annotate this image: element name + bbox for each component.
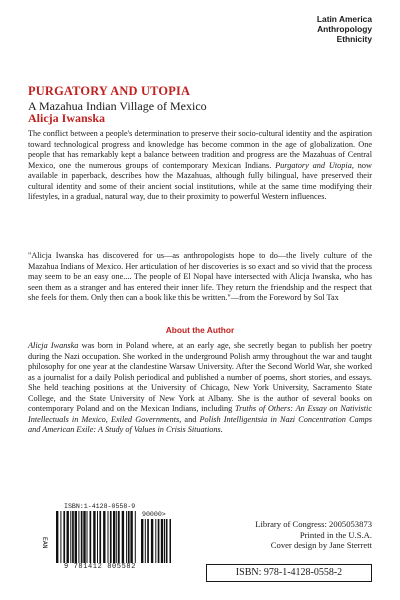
printed-in: Printed in the U.S.A. bbox=[299, 529, 372, 540]
barcode-image bbox=[56, 511, 136, 563]
isbn-13-box: ISBN: 978-1-4128-0558-2 bbox=[206, 564, 372, 582]
about-book-2: Polish Intelligentsia in Nazi Concentration Camps and American Exile: A Study of Values in Crisis Situations. bbox=[28, 414, 372, 434]
cover-design-credit: Cover design by Jane Sterrett bbox=[270, 540, 372, 550]
book-subtitle: A Mazahua Indian Village of Mexico bbox=[28, 99, 207, 113]
about-book-1: Truths of Others: An Essay on Nativistic Intellectuals in Mexico, Exiled Governments, bbox=[28, 404, 372, 424]
foreword-quote: "Alicja Iwanska has discovered for us—as anthropologists hope to do—the lively culture of the Mazahua Indians of Mexico. Her articulation of her discoveries is so exact and so vivid that the process may seem to be an easy one.... The people of El Nopal have intersected with Alicja Iwanska, who has seen them as a stranger and has entered their inner life. They return the friendship and the respect that she feels for them. Only then can a book like this be written."—from the Foreword by Sol Tax bbox=[28, 251, 372, 302]
about-author-paragraph bbox=[28, 341, 372, 436]
book-title: PURGATORY AND UTOPIA bbox=[28, 84, 191, 98]
library-of-congress: Library of Congress: 2005053873 bbox=[255, 519, 372, 529]
about-text-2: and bbox=[181, 414, 200, 424]
description-book-title: Purgatory and Utopia bbox=[275, 160, 352, 170]
price-barcode-image bbox=[141, 519, 171, 563]
barcode-isbn-label: ISBN:1-4128-0558-9 bbox=[64, 503, 136, 510]
barcode-digits: 9 781412 805582 bbox=[64, 563, 137, 571]
subject-latin-america: Latin America bbox=[316, 14, 372, 24]
description-paragraph bbox=[28, 129, 372, 203]
description-text-2: , now available in paperback, describes how the Mazahuas, although fully bilingual, have preserved their cultural identity and some of their ancient social institutions, while at the same time modifying their lifestyles, in a gradual, natural way, due to their proximity to powerful Western influences. bbox=[28, 160, 372, 201]
subject-anthropology: Anthropology bbox=[317, 24, 372, 34]
barcode-area bbox=[28, 503, 186, 575]
barcode-ean-label: EAN bbox=[41, 537, 48, 549]
about-author-name: Alicja Iwanska bbox=[28, 341, 79, 350]
about-text-1: was born in Poland where, at an early age, she secretly began to publish her poetry during the Nazi occupation. She worked in the underground Polish army throughout the war and taught philosophy for one year at the clandestine Warsaw University. After the Second World War, she worked as a journalist for a daily Polish periodical and published a number of poems, short stories, and essays. She held teaching positions at the University of Chicago, New York University, Sacramento State College, and the State University of New York at Albany. She is the author of several books on contemporary Poland and on the Mexican Indians, including bbox=[28, 341, 372, 413]
book-author: Alicja Iwanska bbox=[28, 111, 106, 125]
about-author-heading: About the Author bbox=[165, 325, 235, 335]
publisher-info bbox=[255, 519, 372, 551]
description-text-1: The conflict between a people's determination to preserve their socio-cultural identity and the aspiration toward technological progress and knowledge has become common in the age of globalization. One people that has remarkably kept a balance between tradition and progress are the Mazahuas of Central Mexico, one the numerous groups of contemporary Mexican Indians. bbox=[28, 129, 372, 170]
price-code: 90000> bbox=[142, 511, 166, 518]
subject-categories bbox=[317, 14, 372, 44]
subject-ethnicity: Ethnicity bbox=[336, 34, 372, 44]
